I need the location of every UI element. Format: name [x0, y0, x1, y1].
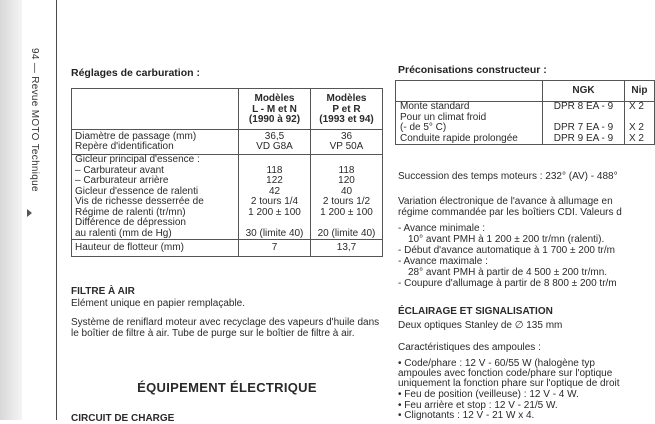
avance-coupure: - Coupure d'allumage à partir de 8 800 ± 200 tr/m	[398, 278, 617, 289]
table-row: Diamètre de passage (mm) Repère d'identification 36,5 VD G8A 36 VP 50A	[72, 130, 383, 155]
list-item: • Code/phare : 12 V - 60/55 W (halogène typ	[398, 358, 595, 369]
column-header-lmn: Modèles L - M et N (1990 à 92)	[239, 89, 311, 130]
avance-max-value: 28° avant PMH à partir de 4 500 ± 200 tr/mn.	[408, 267, 608, 278]
list-item: uniquement la fonction phare sur l'optique de droit	[398, 378, 620, 389]
column-header-pr: Modèles P et R (1993 et 94)	[311, 89, 383, 130]
table-row: Gicleur principal d'essence : – Carburateur avant – Carburateur arrière Gicleur d'essence de ralenti Vis de richesse desserrée de Régime de ralenti (tr/mn) Différence de dépression au ralenti (mm de Hg) 118 122 42 2 tours 1/4 1 200 ± 100 30 (limite 40) 118 120 40 2 tours 1/2 1 200 ± 100 20 (limite 40)	[72, 155, 383, 240]
table-row: Monte standard Pour un climat froid (- de 5° C) Conduite rapide prolongée DPR 8 EA - 9 DPR 7 EA - 9 DPR 9 EA - 9 X 2 X 2 X 2	[396, 102, 655, 145]
column-header-nip: Nip	[624, 81, 654, 102]
carburation-title: Réglages de carburation :	[71, 67, 200, 79]
section-title: ÉQUIPEMENT ÉLECTRIQUE	[137, 380, 317, 395]
avance-min-title: - Avance minimale :	[398, 223, 486, 234]
avance-min-value: 10° avant PMH à 1 200 ± 200 tr/mn (ralenti).	[408, 234, 605, 245]
margin-arrow-icon	[27, 209, 32, 217]
page-gutter	[0, 0, 22, 420]
margin-rule	[56, 0, 57, 420]
column-header-ngk: NGK	[543, 81, 625, 102]
eclairage-title: ÉCLAIRAGE ET SIGNALISATION	[398, 306, 553, 317]
running-head	[29, 48, 40, 192]
table-row: Hauteur de flotteur (mm) 7 13,7	[72, 240, 383, 257]
table-corner	[72, 89, 239, 130]
list-item: • Feu de position (veilleuse) : 12 V - 4 W.	[398, 389, 579, 400]
eclairage-optiques: Deux optiques Stanley de ∅ 135 mm	[398, 320, 563, 331]
preconisations-title: Préconisations constructeur :	[398, 64, 547, 76]
filtre-text: Elément unique en papier remplaçable.	[71, 298, 245, 309]
eclairage-caract: Caractéristiques des ampoules :	[398, 342, 541, 353]
list-item: • Clignotants : 12 V - 21 W x 4.	[398, 410, 535, 421]
running-head-title: — Revue MOTO Technique	[29, 62, 40, 192]
list-item: ampoules avec fonction code/phare sur l'optique	[398, 368, 613, 379]
reniflard-text: Système de reniflard moteur avec recyclage des vapeurs d'huile dans le boîtier de filtre à air. Tube de purge sur le boîtier de filtre à air.	[71, 317, 380, 339]
circuit-title: CIRCUIT DE CHARGE	[71, 413, 175, 424]
filtre-title: FILTRE À AIR	[71, 286, 135, 297]
page-number: 94	[29, 48, 40, 60]
table-corner	[396, 81, 543, 102]
list-item: • Feu arrière et stop : 12 V - 21/5 W.	[398, 400, 558, 411]
spark-plug-table	[395, 80, 655, 145]
avance-line: régime commandée par les boîtiers CDI. Valeurs d	[398, 207, 622, 218]
avance-max-title: - Avance maximale :	[398, 256, 488, 267]
avance-debut: - Début d'avance automatique à 1 700 ± 200 tr/m	[398, 245, 615, 256]
avance-line: Variation électronique de l'avance à allumage en	[398, 196, 613, 207]
carburation-table	[71, 88, 383, 257]
succession-text: Succession des temps moteurs : 232° (AV) - 488°	[398, 171, 618, 182]
